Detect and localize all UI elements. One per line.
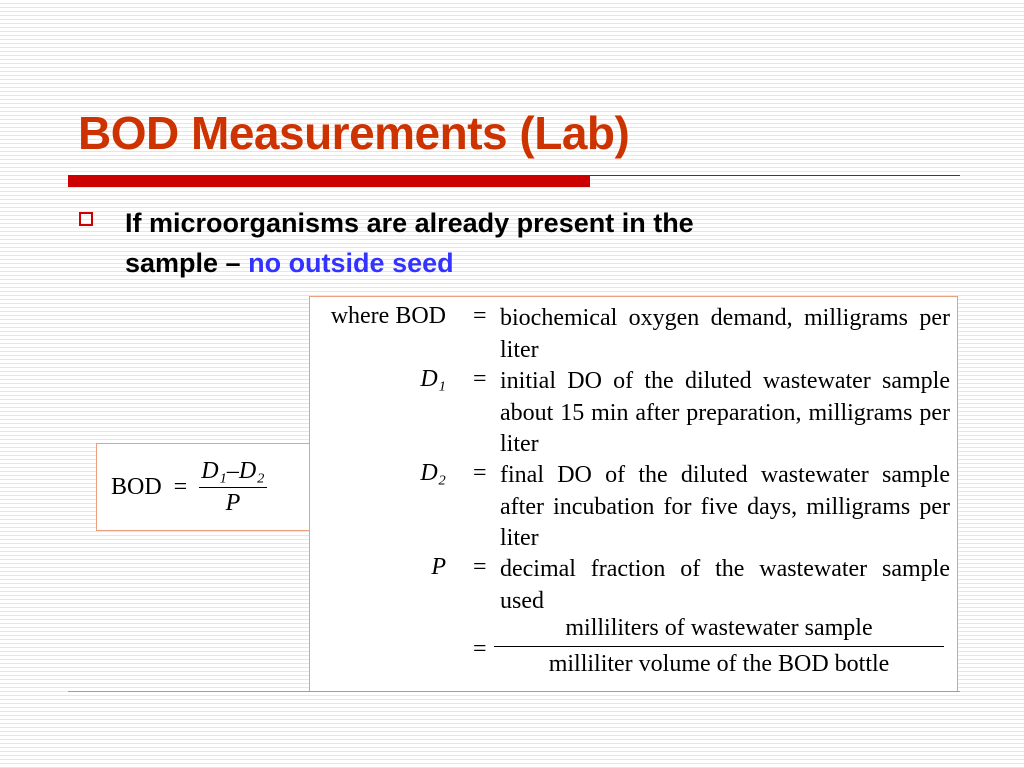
bullet-text	[125, 203, 885, 283]
definition-text: initial DO of the diluted wastewater sample about 15 min after preparation, milligrams per liter	[500, 368, 950, 457]
bod-formula	[111, 458, 267, 517]
bullet-line-2-prefix: sample –	[125, 248, 249, 278]
formula-lhs: BOD	[111, 474, 162, 500]
bullet-line-2	[125, 243, 885, 283]
fraction-numerator: milliliters of wastewater sample	[494, 615, 944, 647]
definition-text: biochemical oxygen demand, milligrams per liter	[500, 305, 950, 363]
definition-text: decimal fraction of the wastewater sample used	[500, 556, 950, 614]
definition-equals: =	[473, 366, 487, 392]
bottom-rule	[68, 691, 960, 692]
formula-fraction	[199, 458, 266, 517]
definition-symbol: D₁	[420, 366, 446, 392]
formula-equals: =	[173, 474, 188, 500]
definition-equals: =	[473, 460, 487, 486]
definition-symbol: D₂	[420, 460, 446, 486]
definition-symbol: P	[431, 554, 446, 580]
bullet-line-1: If microorganisms are already present in the	[125, 208, 694, 238]
bullet-square-icon	[79, 212, 93, 226]
formula-numerator: D₁–D₂	[199, 458, 266, 488]
definition-equals: =	[473, 303, 487, 329]
definitions-image	[309, 296, 958, 692]
definition-text: final DO of the diluted wastewater sample after incubation for five days, milligrams per liter	[500, 462, 950, 551]
fraction-definition	[494, 615, 944, 678]
definitions-intro: where	[330, 303, 390, 329]
formula-image	[96, 443, 317, 531]
formula-denominator: P	[225, 490, 241, 516]
fraction-denominator: milliliter volume of the BOD bottle	[548, 651, 890, 677]
bullet-highlight: no outside seed	[248, 248, 454, 278]
fraction-equals: =	[473, 636, 487, 662]
definition-equals: =	[473, 554, 487, 580]
title-underline-thick	[68, 175, 590, 187]
slide-title: BOD Measurements (Lab)	[78, 107, 630, 159]
definition-symbol: BOD	[395, 303, 446, 329]
